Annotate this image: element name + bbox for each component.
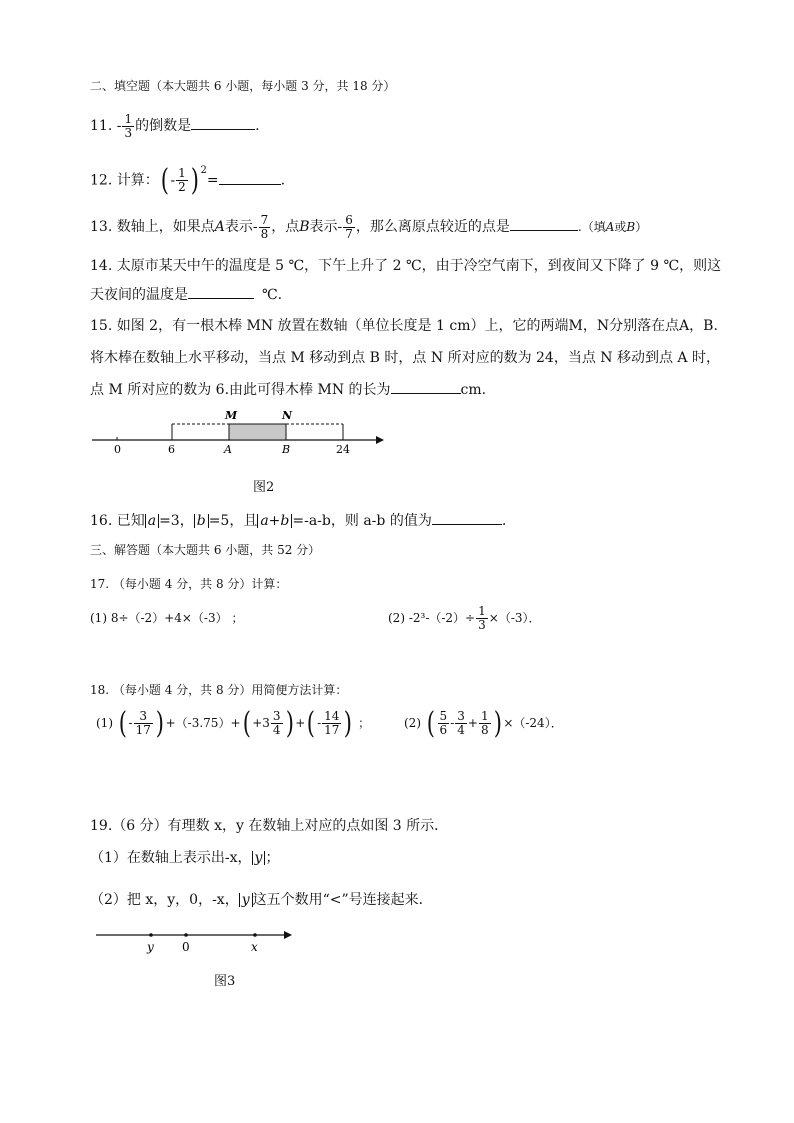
fraction: $\frac{1}{2}$ xyxy=(178,166,186,195)
question-17-part-1: (1) 8÷（-2）+4×（-3） ； xyxy=(90,611,244,625)
question-13: 13. 数轴上，如果点A表示- $\frac{7}{8}$ ，点B表示- $\frac{6}{7}$ ，那么离原点较近的点是 .（填A或B） xyxy=(90,212,648,241)
question-11: 11. - $\frac{1}{3}$ 的倒数是 . xyxy=(90,111,260,140)
label-24: 24 xyxy=(336,443,350,456)
section-3-title: 三、解答题（本大题共 6 小题，共 52 分） xyxy=(90,543,321,557)
question-14-line-1: 14. 太原市某天中午的温度是 5 ℃，下午上升了 2 ℃，由于冷空气南下，到夜间又下降了 9 ℃，则这 xyxy=(90,258,722,274)
question-15-line-2: 将木棒在数轴上水平移动，当点 M 移动到点 B 时，点 N 所对应的数为 24，当点 N 移动到点 A 时， xyxy=(90,350,720,366)
label-M: M xyxy=(225,409,238,422)
figure-2-caption: 图2 xyxy=(253,480,275,495)
label-N: N xyxy=(282,409,293,422)
label-y: y xyxy=(147,940,154,954)
label-0: 0 xyxy=(114,443,121,456)
question-19-part-1: （1）在数轴上表示出-x， y ； xyxy=(90,850,280,866)
question-17-title: 17. （每小题 4 分，共 8 分）计算： xyxy=(90,577,288,591)
question-number: 12. xyxy=(90,172,113,189)
section-2-title: 二、填空题（本大题共 6 小题，每小题 3 分，共 18 分） xyxy=(90,79,396,93)
answer-blank xyxy=(432,510,502,525)
minus-sign: - xyxy=(116,118,122,134)
label-6: 6 xyxy=(168,443,175,456)
fraction: $\frac{1}{3}$ xyxy=(124,111,133,140)
question-19-part-2: （2）把 x，y，0，-x， y 这五个数用“<”号连接起来． xyxy=(90,892,433,908)
label-x: x xyxy=(251,940,258,954)
question-18-part-2: (2) ( $\frac{5}{6}$ - $\frac{3}{4}$ + $\frac{1}{8}$ ) ×（-24）． xyxy=(404,705,563,741)
question-18-title: 18. （每小题 4 分，共 8 分）用简便方法计算： xyxy=(90,683,348,697)
question-19-title: 19.（6 分）有理数 x，y 在数轴上对应的点如图 3 所示． xyxy=(90,818,449,834)
question-12: 12. 计算：( - $\frac{1}{2}$ ) $^2$= . xyxy=(90,162,286,198)
question-16: 16. 已知 a =3， b =5，且 a+b =-a-b，则 a-b 的值为 . xyxy=(90,510,506,531)
question-15-line-3: 点 M 所对应的数为 6.由此可得木棒 MN 的长为 cm. xyxy=(90,379,486,400)
label-zero: 0 xyxy=(182,940,190,954)
question-18-part-1: (1) ( - $\frac{3}{17}$ ) +（-3.75）+( +3 $\frac{3}{4}$ ) +( - $\frac{14}{17}$ ) ； xyxy=(96,705,371,741)
question-15-line-1: 15. 如图 2，有一根木棒 MN 放置在数轴（单位长度是 1 cm）上，它的两端M，N分别落在点A，B. xyxy=(90,318,718,334)
figure-2-number-line xyxy=(0,0,794,500)
question-17-part-2: (2) -2³-（-2）÷ $\frac{1}{3}$ ×（-3）． xyxy=(388,604,541,632)
figure-3-caption: 图3 xyxy=(214,974,236,989)
question-number: 11. xyxy=(90,118,113,134)
label-A: A xyxy=(224,443,232,456)
question-text: 的倒数是 xyxy=(135,118,192,134)
question-14-line-2: 天夜间的温度是 ℃. xyxy=(90,284,282,305)
figure-3-number-line xyxy=(0,920,794,960)
label-B: B xyxy=(282,443,291,456)
